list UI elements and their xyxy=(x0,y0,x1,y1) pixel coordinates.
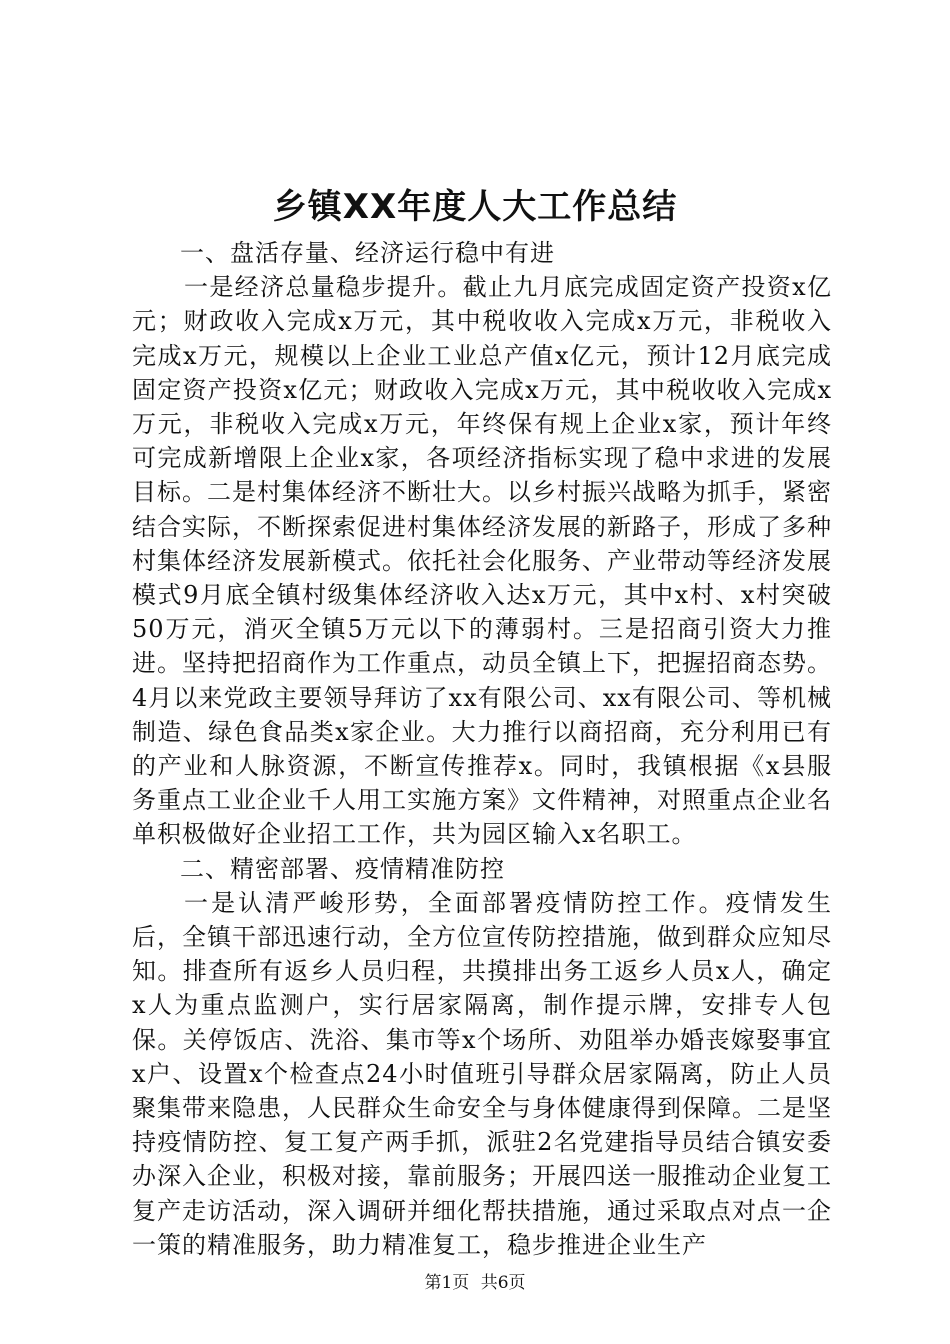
section-paragraph: 一是经济总量稳步提升。截止九月底完成固定资产投资x亿元；财政收入完成x万元，其中税收收入完成x万元，非税收入完成x万元，规模以上企业工业总产值x亿元，预计12月底完成固定资产投资x亿元；财政收入完成x万元，其中税收收入完成x万元，非税收入完成x万元，年终保有规上企业x家，预计年终可完成新增限上企业x家，各项经济指标实现了稳中求进的发展目标。二是村集体经济不断壮大。以乡村振兴战略为抓手，紧密结合实际，不断探索促进村集体经济发展的新路子，形成了多种村集体经济发展新模式。依托社会化服务、产业带动等经济发展模式9月底全镇村级集体经济收入达x万元，其中x村、x村突破50万元，消灭全镇5万元以下的薄弱村。三是招商引资大力推进。坚持把招商作为工作重点，动员全镇上下，把握招商态势。4月以来党政主要领导拜访了xx有限公司、xx有限公司、等机械制造、绿色食品类x家企业。大力推行以商招商，充分利用已有的产业和人脉资源，不断宣传推荐x。同时，我镇根据《x县服务重点工业企业千人用工实施方案》文件精神，对照重点企业名单积极做好企业招工工作，共为园区输入x名职工。 xyxy=(132,273,832,849)
page-footer xyxy=(0,1272,950,1294)
section-paragraph: 一是认清严峻形势，全面部署疫情防控工作。疫情发生后，全镇干部迅速行动，全方位宣传防控措施，做到群众应知尽知。排查所有返乡人员归程，共摸排出务工返乡人员x人，确定x人为重点监测户，实行居家隔离，制作提示牌，安排专人包保。关停饭店、洗浴、集市等x个场所、劝阻举办婚丧嫁娶事宜x户、设置x个检查点24小时值班引导群众居家隔离，防止人员聚集带来隐患，人民群众生命安全与身体健康得到保障。二是坚持疫情防控、复工复产两手抓，派驻2名党建指导员结合镇安委办深入企业，积极对接，靠前服务；开展四送一服推动企业复工复产走访活动，深入调研并细化帮扶措施，通过采取点对点一企一策的精准服务，助力精准复工，稳步推进企业生产 xyxy=(132,888,832,1259)
total-pages: 共6页 xyxy=(480,1273,526,1293)
document-title: 乡镇XX年度人大工作总结 xyxy=(272,187,678,227)
section-heading: 一、盘活存量、经济运行稳中有进 xyxy=(180,239,555,267)
section-heading: 二、精密部署、疫情精准防控 xyxy=(180,854,505,883)
document-body xyxy=(132,236,832,1262)
page-number: 第1页 xyxy=(424,1273,470,1293)
